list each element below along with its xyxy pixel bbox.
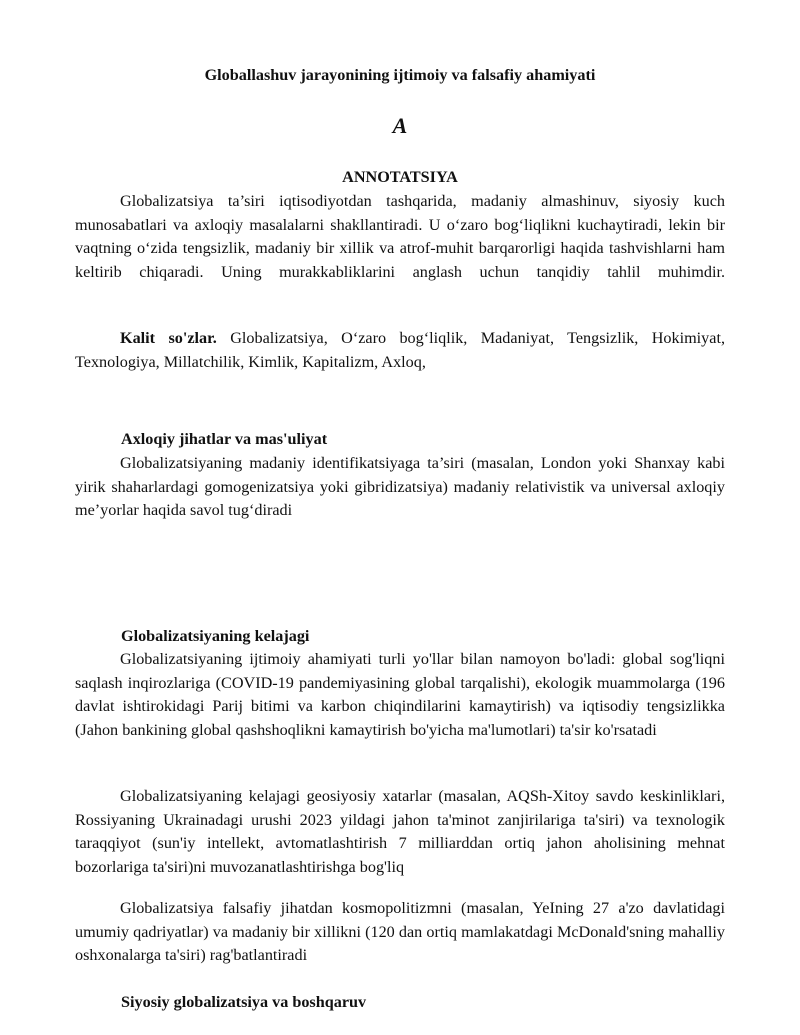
keywords-list: Globalizatsiya, O‘zaro bog‘liqlik, Madaniyat, Tengsizlik, Hokimiyat, Texnologiya, Millatchilik, Kimlik, Kapitalizm, Axloq, xyxy=(75,329,725,371)
abstract-paragraph: Globalizatsiya ta’siri iqtisodiyotdan tashqarida, madaniy almashinuv, siyosiy kuch munosabatlari va axloqiy masalalarni shakllantiradi. U o‘zaro bog‘liqlikni kuchaytiradi, lekin bir vaqtning o‘zida tengsizlik, madaniy bir xillik va atrof-muhit barqarorligi haqida tashvishlarni ham keltirib chiqaradi. Uning murakkabliklarini anglash uchun tanqidiy tahlil muhimdir. xyxy=(75,192,725,281)
section-future-paragraph-1: Globalizatsiyaning ijtimoiy ahamiyati turli yo'llar bilan namoyon bo'ladi: global sog'liqni saqlash inqirozlariga (COVID-19 pandemiyasining global tarqalishi), ekologik muammolarga (196 davlat ishtirokidagi Parij bitimi va karbon chiqindilarini kamaytirish) va iqtisodiy tengsizlikka (Jahon bankining global qashshoqlikni kamaytirish bo'yicha ma'lumotlari) ta'sir ko'rsatadi xyxy=(75,650,725,739)
section-ethics-paragraph: Globalizatsiyaning madaniy identifikatsiyaga ta’siri (masalan, London yoki Shanxay kabi yirik shaharlardagi gomogenizatsiya yoki gibridizatsiya) madaniy relativistik va universal axloqiy me’yorlar haqida savol tug‘diradi xyxy=(75,454,725,520)
document-title: Globallashuv jarayonining ijtimoiy va falsafiy ahamiyati xyxy=(204,66,596,84)
section-future-paragraph-2: Globalizatsiyaning kelajagi geosiyosiy xatarlar (masalan, AQSh-Xitoy savdo keskinliklari, Rossiyaning Ukrainadagi urushi 2023 yildagi jahon ta'minot zanjirilariga ta'siri) va texnologik taraqqiyot (sun'iy intellekt, avtomatlashtirish 7 milliarddan ortiq jahon aholisining mehnat bozorlariga ta'siri)ni muvozanatlashtirishga bog'liq xyxy=(75,787,725,876)
decorative-letter: A xyxy=(392,113,408,138)
section-heading-future: Globalizatsiyaning kelajagi xyxy=(121,627,310,645)
section-heading-politics: Siyosiy globalizatsiya va boshqaruv xyxy=(121,993,367,1011)
keywords-label: Kalit so'zlar. xyxy=(120,329,217,347)
section-heading-ethics: Axloqiy jihatlar va mas'uliyat xyxy=(121,430,328,448)
section-future-paragraph-3: Globalizatsiya falsafiy jihatdan kosmopolitizmni (masalan, YeIning 27 a'zo davlatidagi umumiy qadriyatlar) va madaniy bir xillikni (120 dan ortiq mamlakatdagi McDonald'sning mahalliy oshxonalarga ta'siri) rag'batlantiradi xyxy=(75,899,725,965)
abstract-heading: ANNOTATSIYA xyxy=(342,168,458,186)
keywords-paragraph xyxy=(75,327,725,374)
